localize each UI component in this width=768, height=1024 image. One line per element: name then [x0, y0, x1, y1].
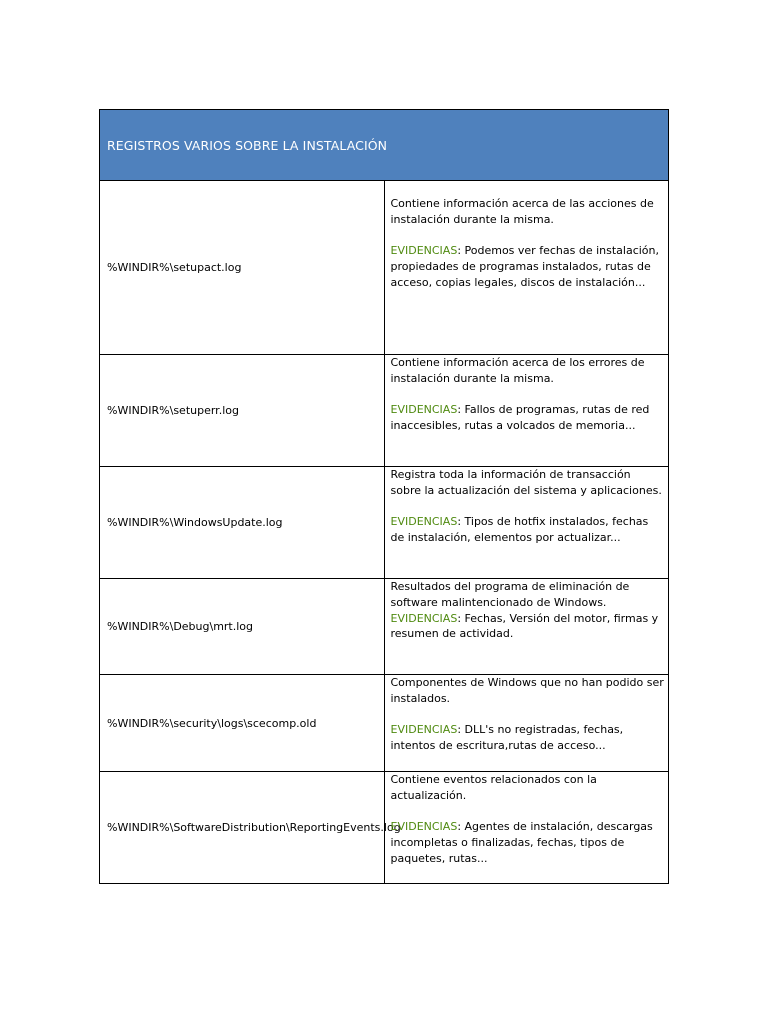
log-description-cell	[384, 181, 669, 355]
table-row	[100, 772, 669, 884]
evidence-detail: : Agentes de instalación, descargas incompletas o finalizadas, fechas, tipos de paquetes, rutas...	[390, 820, 653, 865]
log-description: Resultados del programa de eliminación de software malintencionado de Windows.	[390, 580, 630, 609]
evidence-detail: : Tipos de hotfix instalados, fechas de instalación, elementos por actualizar...	[390, 515, 649, 545]
evidence-label: EVIDENCIAS	[390, 515, 458, 529]
spacer	[391, 707, 665, 723]
spacer	[391, 228, 665, 244]
log-description-cell	[384, 355, 669, 467]
log-description-cell	[384, 579, 669, 675]
spacer	[391, 804, 665, 820]
log-path: %WINDIR%\WindowsUpdate.log	[100, 467, 385, 579]
log-path: %WINDIR%\Debug\mrt.log	[100, 579, 385, 675]
spacer	[391, 387, 665, 403]
log-path: %WINDIR%\setupact.log	[100, 181, 385, 355]
log-table	[99, 109, 669, 884]
evidence-label: EVIDENCIAS	[390, 403, 458, 417]
evidence-label: EVIDENCIAS	[390, 723, 458, 737]
evidence-label: EVIDENCIAS	[390, 244, 458, 258]
log-description: Contiene eventos relacionados con la actualización.	[390, 773, 597, 802]
evidence-detail: : Podemos ver fechas de instalación, propiedades de programas instalados, rutas de acceso, copias legales, discos de instalación...	[390, 244, 659, 289]
table-row	[100, 467, 669, 579]
log-description-cell	[384, 675, 669, 772]
evidence-text	[391, 722, 665, 754]
log-table-container	[99, 109, 669, 884]
log-path: %WINDIR%\security\logs\scecomp.old	[100, 675, 385, 772]
log-description: Contiene información acerca de los errores de instalación durante la misma.	[390, 356, 645, 385]
evidence-detail: : DLL's no registradas, fechas, intentos de escritura,rutas de acceso...	[390, 723, 624, 753]
log-path: %WINDIR%\setuperr.log	[100, 355, 385, 467]
table-row	[100, 675, 669, 772]
table-row	[100, 579, 669, 675]
log-description-cell	[384, 772, 669, 884]
evidence-text	[391, 243, 665, 290]
evidence-label: EVIDENCIAS	[390, 611, 458, 625]
evidence-detail: : Fallos de programas, rutas de red inaccesibles, rutas a volcados de memoria...	[390, 403, 650, 433]
log-path: %WINDIR%\SoftwareDistribution\ReportingEvents.log	[100, 772, 385, 884]
spacer	[391, 499, 665, 515]
log-description: Contiene información acerca de las acciones de instalación durante la misma.	[390, 197, 654, 226]
table-row	[100, 355, 669, 467]
evidence-text	[391, 611, 665, 643]
table-row	[100, 181, 669, 355]
evidence-text	[391, 514, 665, 546]
log-description: Componentes de Windows que no han podido ser instalados.	[390, 676, 664, 705]
log-description-cell	[384, 467, 669, 579]
table-header-row	[100, 110, 669, 181]
evidence-detail: : Fechas, Versión del motor, firmas y resumen de actividad.	[390, 611, 659, 641]
evidence-text	[391, 402, 665, 434]
evidence-label: EVIDENCIAS	[390, 820, 458, 834]
log-description: Registra toda la información de transacción sobre la actualización del sistema y aplicaciones.	[390, 468, 662, 497]
table-title: REGISTROS VARIOS SOBRE LA INSTALACIÓN	[100, 110, 669, 181]
evidence-text	[391, 819, 665, 866]
